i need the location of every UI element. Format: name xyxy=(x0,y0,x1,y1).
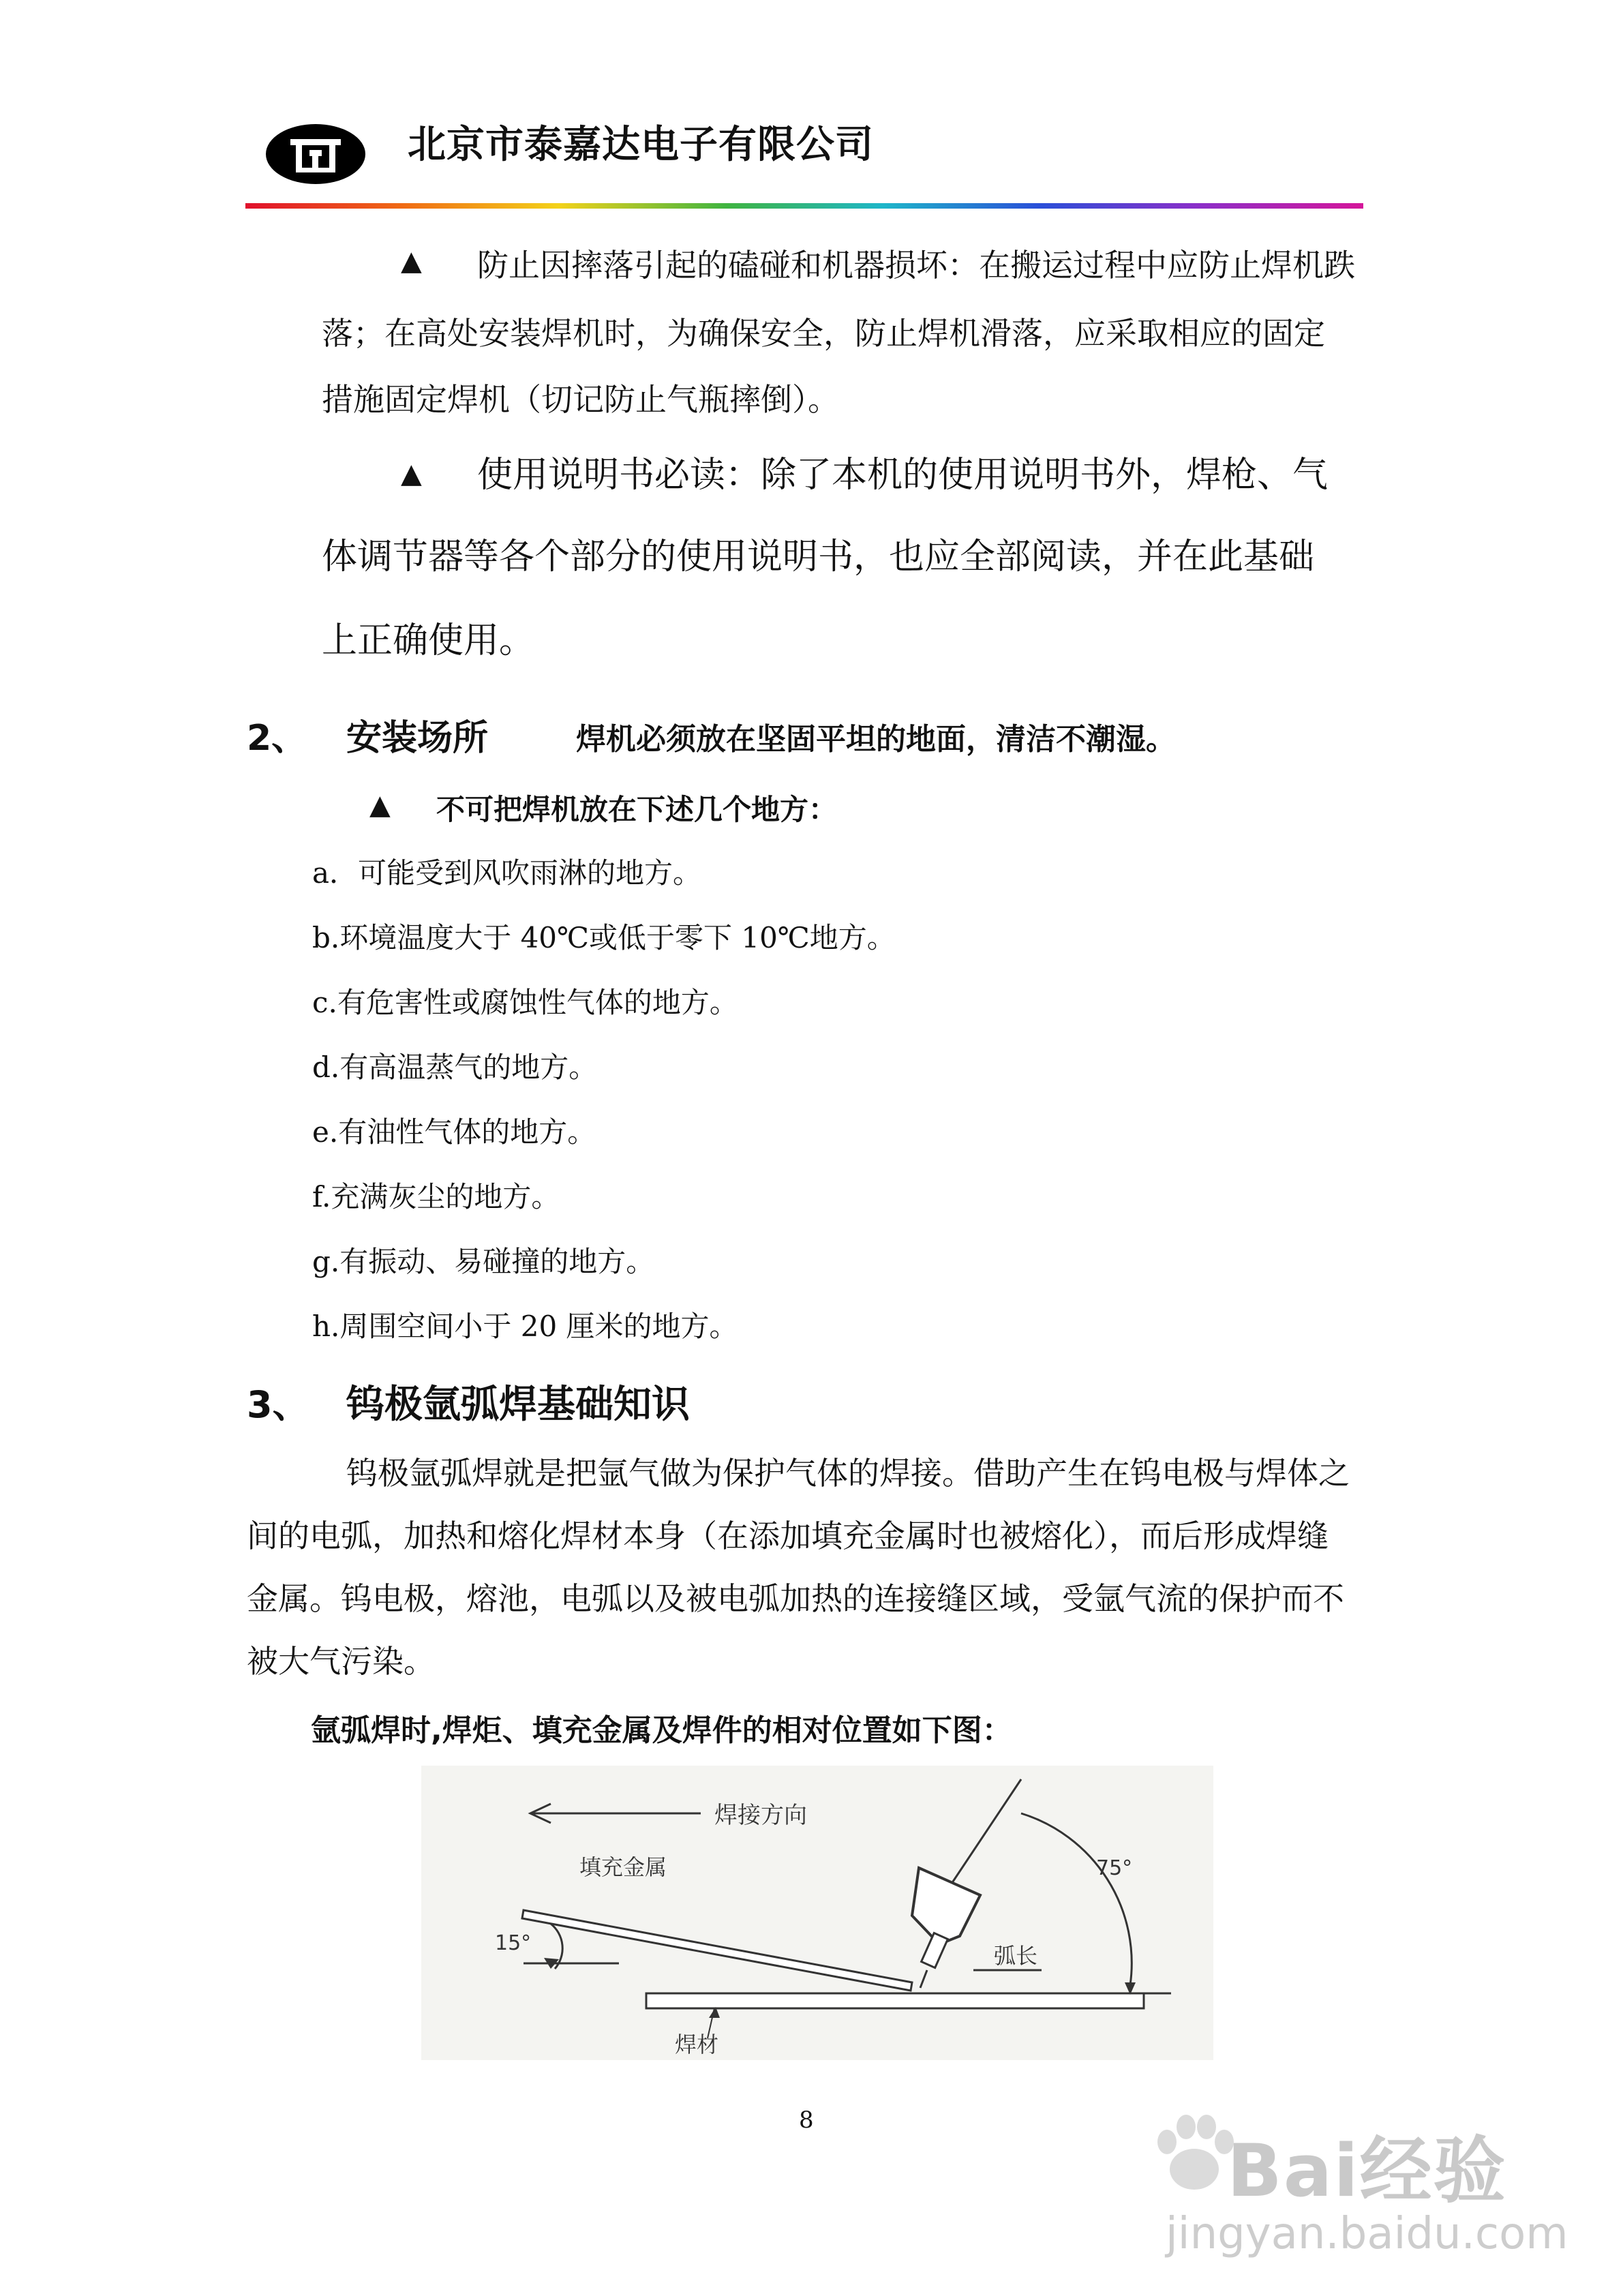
para1-line: 落；在高处安装焊机时，为确保安全，防止焊机滑落，应采取相应的固定 xyxy=(322,315,1325,352)
list-item: e.有油性气体的地方。 xyxy=(312,1115,596,1149)
bullet-triangle: ▲ xyxy=(401,245,422,277)
body-line: 钨极氩弧焊就是把氩气做为保护气体的焊接。借助产生在钨电极与焊体之 xyxy=(346,1455,1350,1492)
header-rainbow-rule xyxy=(245,203,1363,209)
para2-line: 使用说明书必读：除了本机的使用说明书外，焊枪、气 xyxy=(477,455,1329,496)
warning-triangle: ▲ xyxy=(369,789,391,821)
list-item: f.充满灰尘的地方。 xyxy=(312,1180,560,1213)
para1-line: 防止因摔落引起的磕碰和机器损坏：在搬运过程中应防止焊机跌 xyxy=(477,247,1355,284)
list-item: h.周围空间小于 20 厘米的地方。 xyxy=(312,1310,738,1343)
section-number: 3、 xyxy=(247,1383,309,1426)
arc-length-label: 弧长 xyxy=(994,1943,1038,1969)
angle-filler-label: 15° xyxy=(495,1931,532,1955)
para1-line: 措施固定焊机（切记防止气瓶摔倒）。 xyxy=(322,381,839,418)
workpiece-plate xyxy=(646,1993,1144,2008)
list-item: b.环境温度大于 40℃或低于零下 10℃地方。 xyxy=(312,921,896,954)
figure-caption: 氩弧焊时,焊炬、填充金属及焊件的相对位置如下图： xyxy=(311,1713,1012,1748)
para2-line: 体调节器等各个部分的使用说明书，也应全部阅读，并在此基础 xyxy=(322,537,1315,577)
bullet-triangle: ▲ xyxy=(401,458,422,489)
section-title: 钨极氩弧焊基础知识 xyxy=(346,1383,690,1427)
tjd-logo-icon xyxy=(264,123,367,185)
company-name: 北京市泰嘉达电子有限公司 xyxy=(408,123,874,167)
body-line: 间的电弧，加热和熔化焊材本身（在添加填充金属时也被熔化），而后形成焊缝 xyxy=(247,1517,1329,1554)
body-line: 被大气污染。 xyxy=(247,1643,435,1680)
list-item: a．可能受到风吹雨淋的地方。 xyxy=(312,856,702,890)
list-item: g.有振动、易碰撞的地方。 xyxy=(312,1245,655,1278)
watermark-brand: Bai经验 xyxy=(1227,2129,1507,2213)
section-title: 安装场所 xyxy=(346,718,489,759)
body-line: 金属。钨电极，熔池，电弧以及被电弧加热的连接缝区域，受氩气流的保护而不 xyxy=(247,1580,1344,1617)
welding-position-figure xyxy=(421,1766,1213,2060)
section-note: 焊机必须放在坚固平坦的地面，清洁不潮湿。 xyxy=(576,722,1176,757)
watermark-url: jingyan.baidu.com xyxy=(1166,2209,1568,2259)
workpiece-label: 焊材 xyxy=(675,2031,719,2057)
list-item: d.有高温蒸气的地方。 xyxy=(312,1051,598,1084)
list-item: c.有危害性或腐蚀性气体的地方。 xyxy=(312,986,738,1019)
angle-torch-label: 75° xyxy=(1096,1856,1133,1880)
warning-text: 不可把焊机放在下述几个地方： xyxy=(436,793,838,826)
section-number: 2、 xyxy=(247,718,307,759)
page-number: 8 xyxy=(799,2106,814,2134)
filler-label: 填充金属 xyxy=(579,1854,667,1880)
direction-label: 焊接方向 xyxy=(714,1802,807,1829)
para2-line: 上正确使用。 xyxy=(322,620,535,661)
